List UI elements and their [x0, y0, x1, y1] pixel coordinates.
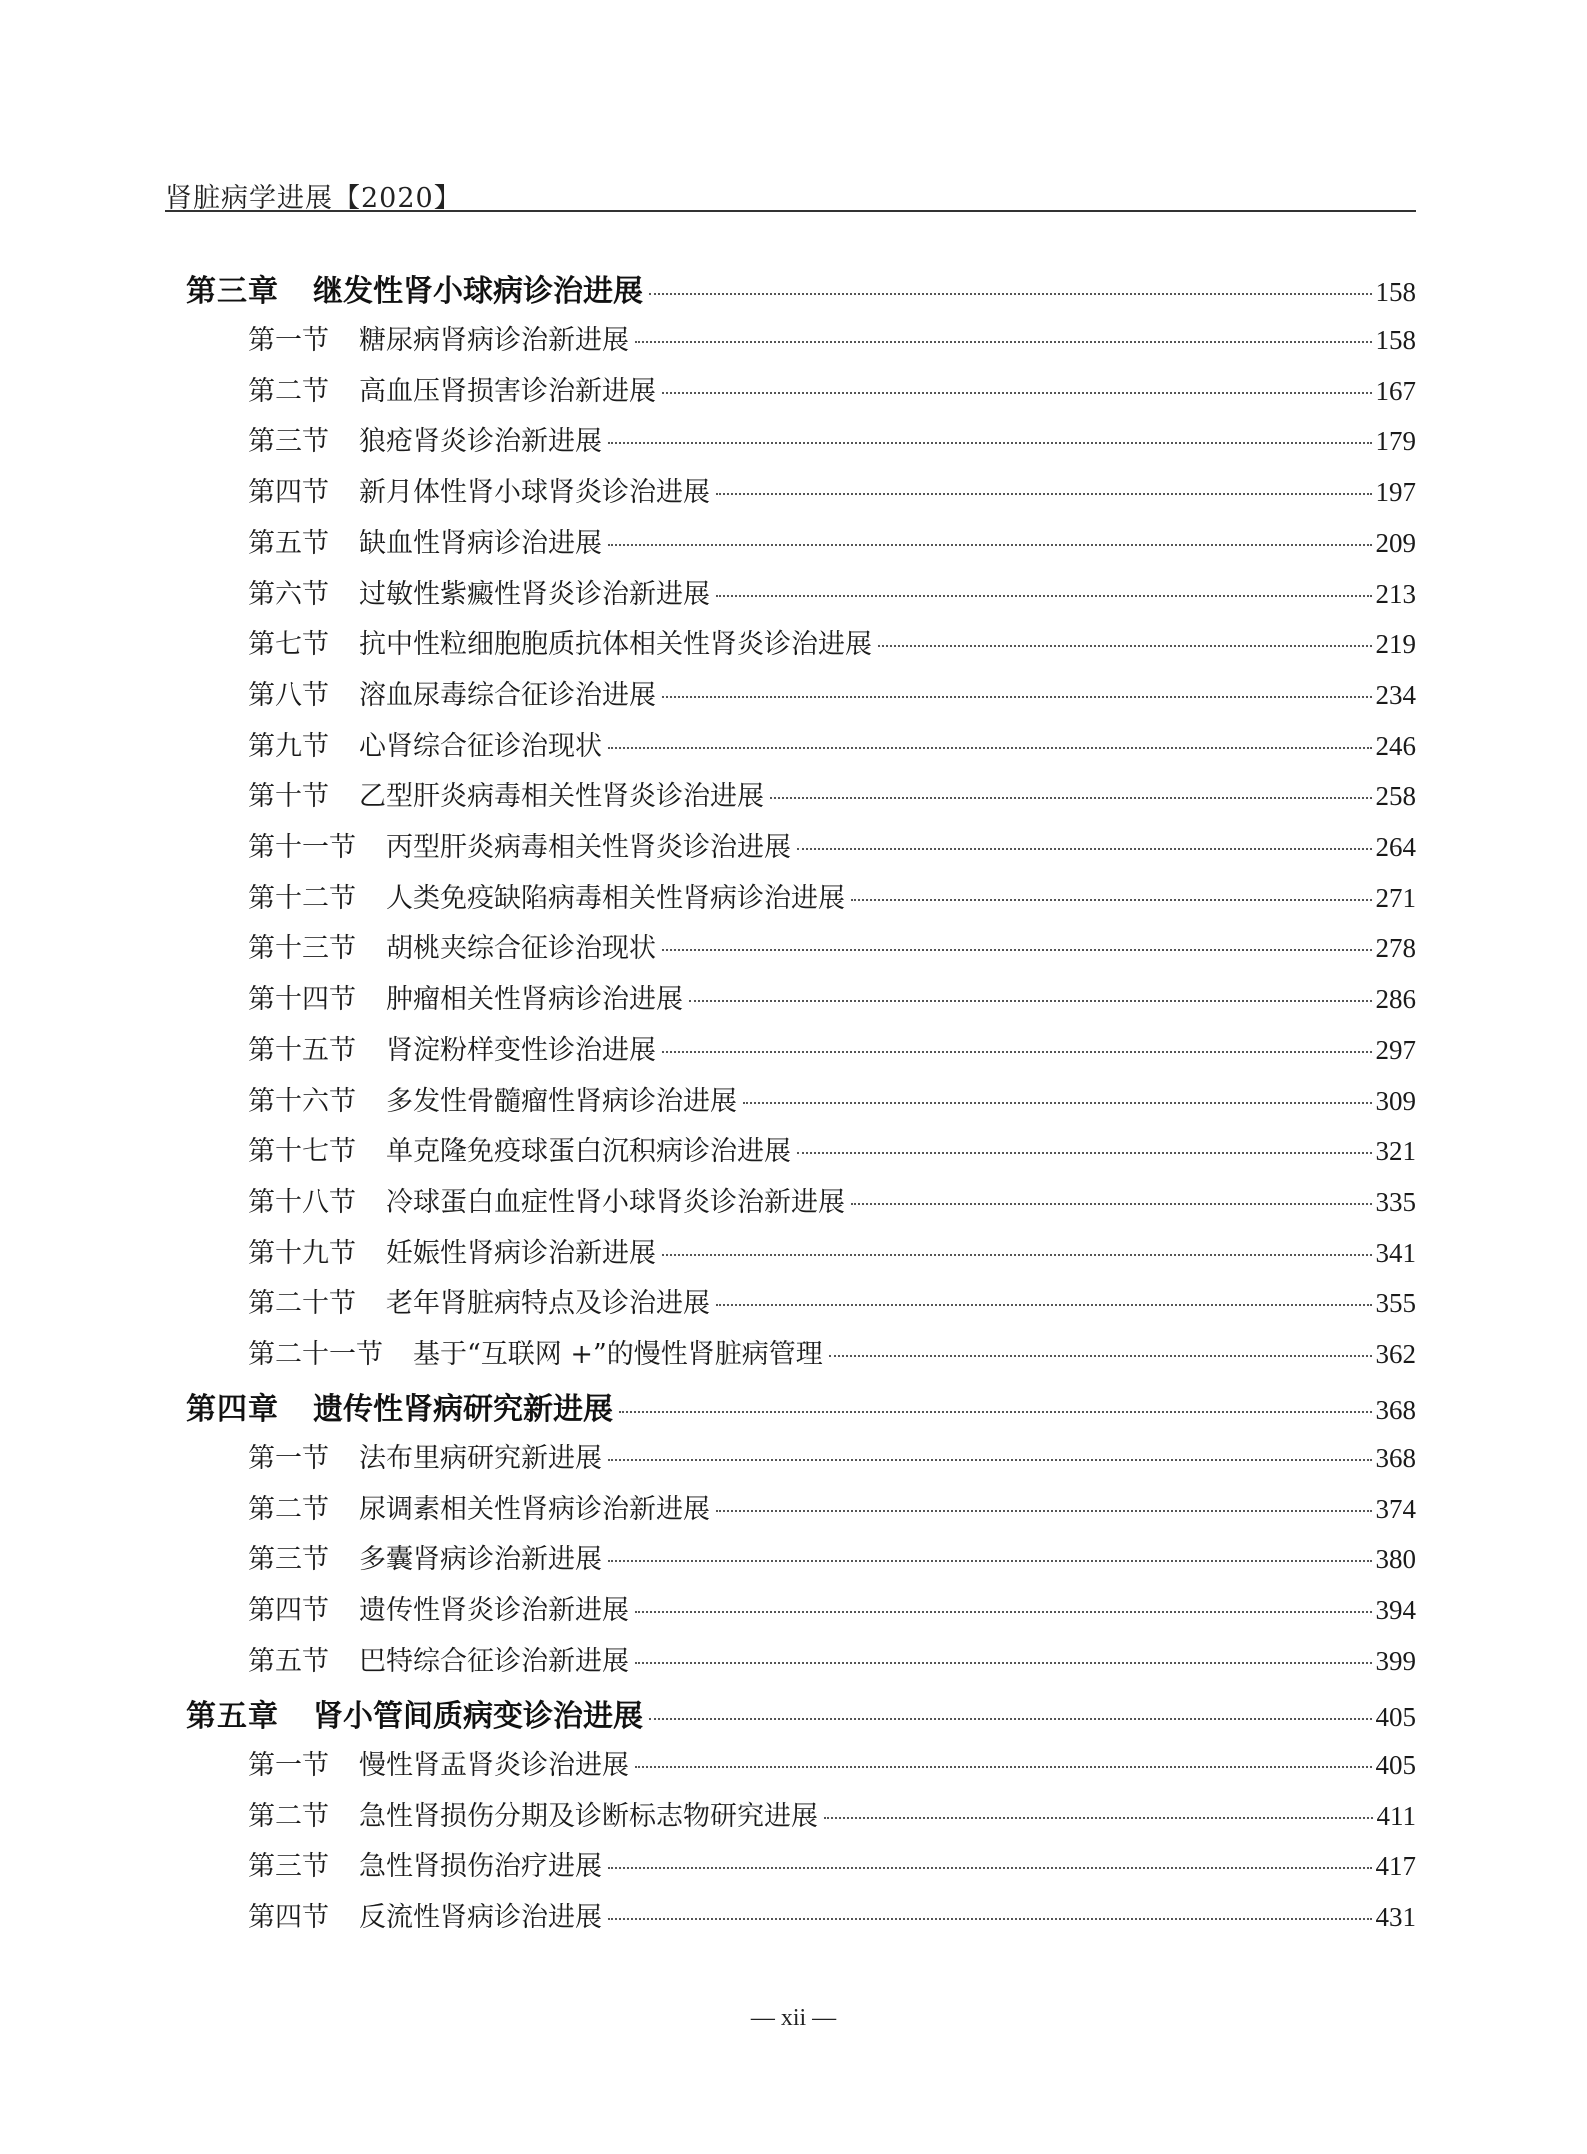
toc-section-entry[interactable]: [248, 1231, 1416, 1270]
toc-chapter-entry[interactable]: [186, 1691, 1416, 1735]
section-title: 肾淀粉样变性诊治进展: [386, 1034, 656, 1066]
dot-leader: [649, 293, 1372, 295]
page-number: 335: [1375, 1186, 1416, 1217]
chapter-number: 第五章: [186, 1698, 279, 1734]
section-title: 缺血性肾病诊治进展: [359, 527, 602, 559]
page-folio: — xii —: [750, 2005, 837, 2031]
dot-leader: [619, 1411, 1372, 1413]
toc-section-entry[interactable]: [248, 1537, 1416, 1576]
chapter-title: 遗传性肾病研究新进展: [313, 1392, 613, 1427]
dot-leader: [608, 544, 1372, 546]
section-title: 急性肾损伤治疗进展: [359, 1851, 602, 1883]
section-number: 第五节: [248, 1645, 329, 1677]
chapter-number: 第三章: [186, 274, 279, 309]
chapter-title: 继发性肾小球病诊治进展: [313, 274, 643, 309]
dot-leader: [716, 493, 1372, 495]
page-number: 374: [1375, 1493, 1416, 1524]
dot-leader: [824, 1817, 1373, 1819]
section-title: 反流性肾病诊治进展: [359, 1901, 602, 1933]
page-number: 355: [1375, 1288, 1416, 1319]
section-title: 胡桃夹综合征诊治现状: [386, 933, 656, 965]
section-title: 尿调素相关性肾病诊治新进展: [359, 1493, 710, 1525]
section-title: 法布里病研究新进展: [359, 1443, 602, 1474]
dot-leader: [635, 1662, 1372, 1664]
section-title: 冷球蛋白血症性肾小球肾炎诊治新进展: [386, 1186, 845, 1218]
dot-leader: [797, 1152, 1372, 1154]
section-title: 心肾综合征诊治现状: [359, 730, 602, 762]
section-title: 高血压肾损害诊治新进展: [359, 375, 656, 407]
page-number: 368: [1375, 1443, 1416, 1473]
dot-leader: [608, 442, 1372, 444]
page-number: 167: [1375, 375, 1416, 406]
section-number: 第十二节: [248, 882, 356, 914]
page-number: 321: [1375, 1136, 1416, 1167]
toc-section-entry[interactable]: [248, 318, 1416, 357]
page-number: 219: [1375, 629, 1416, 660]
section-title: 老年肾脏病特点及诊治进展: [386, 1288, 710, 1320]
section-title: 多发性骨髓瘤性肾病诊治进展: [386, 1085, 737, 1117]
page-number: 309: [1375, 1085, 1416, 1116]
page-number: 197: [1375, 477, 1416, 508]
toc-section-entry[interactable]: [248, 1332, 1416, 1371]
section-title: 乙型肝炎病毒相关性肾炎诊治进展: [359, 781, 764, 813]
section-number: 第十节: [248, 781, 329, 813]
header-rule: [165, 210, 1416, 212]
dot-leader: [662, 392, 1372, 394]
dot-leader: [878, 645, 1372, 647]
dot-leader: [608, 1918, 1372, 1920]
page-number: 179: [1375, 426, 1416, 457]
toc-section-entry[interactable]: [248, 1028, 1416, 1067]
section-title: 抗中性粒细胞胞质抗体相关性肾炎诊治进展: [359, 629, 872, 661]
toc-chapter-entry[interactable]: [186, 266, 1416, 310]
toc-section-entry[interactable]: [248, 825, 1416, 864]
dot-leader: [649, 1718, 1372, 1720]
section-number: 第十八节: [248, 1186, 356, 1218]
toc-section-entry[interactable]: [248, 1487, 1416, 1526]
toc-section-entry[interactable]: [248, 876, 1416, 915]
dot-leader: [829, 1355, 1372, 1357]
page-number: 405: [1375, 1749, 1416, 1780]
section-number: 第一节: [248, 1749, 329, 1781]
dot-leader: [608, 1867, 1372, 1869]
dot-leader: [662, 1254, 1372, 1256]
section-number: 第七节: [248, 629, 329, 661]
section-title: 肿瘤相关性肾病诊治进展: [386, 984, 683, 1016]
section-number: 第六节: [248, 578, 329, 610]
toc-section-entry[interactable]: [248, 1743, 1416, 1782]
dot-leader: [662, 949, 1372, 951]
page-number: 278: [1375, 933, 1416, 964]
chapter-number: 第四章: [186, 1392, 279, 1427]
section-number: 第三节: [248, 1544, 329, 1576]
page-number: 271: [1375, 882, 1416, 913]
section-number: 第十九节: [248, 1237, 356, 1269]
section-number: 第四节: [248, 1901, 329, 1933]
dot-leader: [635, 1766, 1372, 1768]
page-number: 399: [1375, 1645, 1416, 1676]
running-header: 肾脏病学进展【2020】: [165, 183, 462, 214]
dot-leader: [797, 848, 1372, 850]
page-number: 431: [1375, 1901, 1416, 1932]
section-number: 第八节: [248, 679, 329, 711]
section-title: 单克隆免疫球蛋白沉积病诊治进展: [386, 1136, 791, 1168]
dot-leader: [851, 1203, 1372, 1205]
page-number: 286: [1375, 984, 1416, 1015]
section-title: 基于“互联网 +”的慢性肾脏病管理: [413, 1339, 823, 1370]
dot-leader: [770, 797, 1372, 799]
toc-section-entry[interactable]: [248, 1436, 1416, 1475]
dot-leader: [689, 1000, 1372, 1002]
page-number: 246: [1375, 730, 1416, 761]
toc-section-entry[interactable]: [248, 369, 1416, 408]
section-title: 巴特综合征诊治新进展: [359, 1645, 629, 1677]
dot-leader: [716, 595, 1372, 597]
toc-section-entry[interactable]: [248, 521, 1416, 560]
section-title: 妊娠性肾病诊治新进展: [386, 1237, 656, 1269]
section-number: 第四节: [248, 1595, 329, 1627]
page-number: 380: [1375, 1544, 1416, 1575]
section-number: 第九节: [248, 730, 329, 762]
toc-section-entry[interactable]: [248, 724, 1416, 763]
dot-leader: [635, 341, 1372, 343]
dot-leader: [716, 1304, 1372, 1306]
section-number: 第十一节: [248, 832, 356, 863]
dot-leader: [662, 1051, 1372, 1053]
section-title: 慢性肾盂肾炎诊治进展: [359, 1749, 629, 1781]
dot-leader: [716, 1510, 1372, 1512]
toc-section-entry[interactable]: [248, 1281, 1416, 1320]
section-number: 第五节: [248, 527, 329, 559]
page-number: 417: [1375, 1851, 1416, 1882]
section-number: 第三节: [248, 1851, 329, 1883]
page-number: 368: [1375, 1395, 1416, 1425]
page-number: 405: [1375, 1701, 1416, 1732]
toc-section-entry[interactable]: [248, 572, 1416, 611]
section-title: 人类免疫缺陷病毒相关性肾病诊治进展: [386, 882, 845, 914]
dot-leader: [635, 1611, 1372, 1613]
section-title: 急性肾损伤分期及诊断标志物研究进展: [359, 1800, 818, 1832]
section-title: 多囊肾病诊治新进展: [359, 1544, 602, 1576]
toc-section-entry[interactable]: [248, 622, 1416, 661]
page-number: 264: [1375, 832, 1416, 862]
dot-leader: [743, 1102, 1372, 1104]
toc-section-entry[interactable]: [248, 1844, 1416, 1883]
dot-leader: [608, 747, 1372, 749]
section-number: 第二节: [248, 1800, 329, 1832]
toc-chapter-entry[interactable]: [186, 1384, 1416, 1428]
toc-section-entry[interactable]: [248, 470, 1416, 509]
section-number: 第十五节: [248, 1034, 356, 1066]
toc-section-entry[interactable]: [248, 1180, 1416, 1219]
section-title: 溶血尿毒综合征诊治进展: [359, 679, 656, 711]
page-number: 158: [1375, 277, 1416, 307]
section-number: 第二十一节: [248, 1339, 383, 1370]
section-title: 糖尿病肾病诊治新进展: [359, 325, 629, 356]
section-number: 第十三节: [248, 933, 356, 965]
toc-section-entry[interactable]: [248, 673, 1416, 712]
page-number: 411: [1376, 1800, 1416, 1831]
section-number: 第一节: [248, 325, 329, 356]
page-number: 213: [1375, 578, 1416, 609]
toc-section-entry[interactable]: [248, 1129, 1416, 1168]
page-number: 362: [1375, 1339, 1416, 1369]
section-number: 第二节: [248, 375, 329, 407]
page-number: 297: [1375, 1034, 1416, 1065]
chapter-title: 肾小管间质病变诊治进展: [313, 1698, 643, 1734]
dot-leader: [851, 899, 1372, 901]
section-title: 遗传性肾炎诊治新进展: [359, 1595, 629, 1627]
section-number: 第四节: [248, 477, 329, 509]
dot-leader: [662, 696, 1372, 698]
toc-section-entry[interactable]: [248, 1895, 1416, 1934]
toc-section-entry[interactable]: [248, 419, 1416, 458]
page-number: 258: [1375, 781, 1416, 812]
page-number: 158: [1375, 325, 1416, 355]
dot-leader: [608, 1459, 1372, 1461]
toc-section-entry[interactable]: [248, 1794, 1416, 1833]
toc-section-entry[interactable]: [248, 1588, 1416, 1627]
page-number: 341: [1375, 1237, 1416, 1268]
toc-section-entry[interactable]: [248, 926, 1416, 965]
section-number: 第十六节: [248, 1085, 356, 1117]
page-number: 234: [1375, 679, 1416, 710]
toc-section-entry[interactable]: [248, 1079, 1416, 1118]
section-number: 第十七节: [248, 1136, 356, 1168]
section-number: 第一节: [248, 1443, 329, 1474]
toc-section-entry[interactable]: [248, 1639, 1416, 1678]
toc-section-entry[interactable]: [248, 977, 1416, 1016]
section-title: 过敏性紫癜性肾炎诊治新进展: [359, 578, 710, 610]
section-title: 新月体性肾小球肾炎诊治进展: [359, 477, 710, 509]
toc-section-entry[interactable]: [248, 774, 1416, 813]
section-number: 第二十节: [248, 1288, 356, 1320]
section-number: 第十四节: [248, 984, 356, 1016]
section-number: 第三节: [248, 426, 329, 458]
page-number: 209: [1375, 527, 1416, 558]
section-title: 丙型肝炎病毒相关性肾炎诊治进展: [386, 832, 791, 863]
section-title: 狼疮肾炎诊治新进展: [359, 426, 602, 458]
page-number: 394: [1375, 1595, 1416, 1626]
dot-leader: [608, 1560, 1372, 1562]
section-number: 第二节: [248, 1493, 329, 1525]
